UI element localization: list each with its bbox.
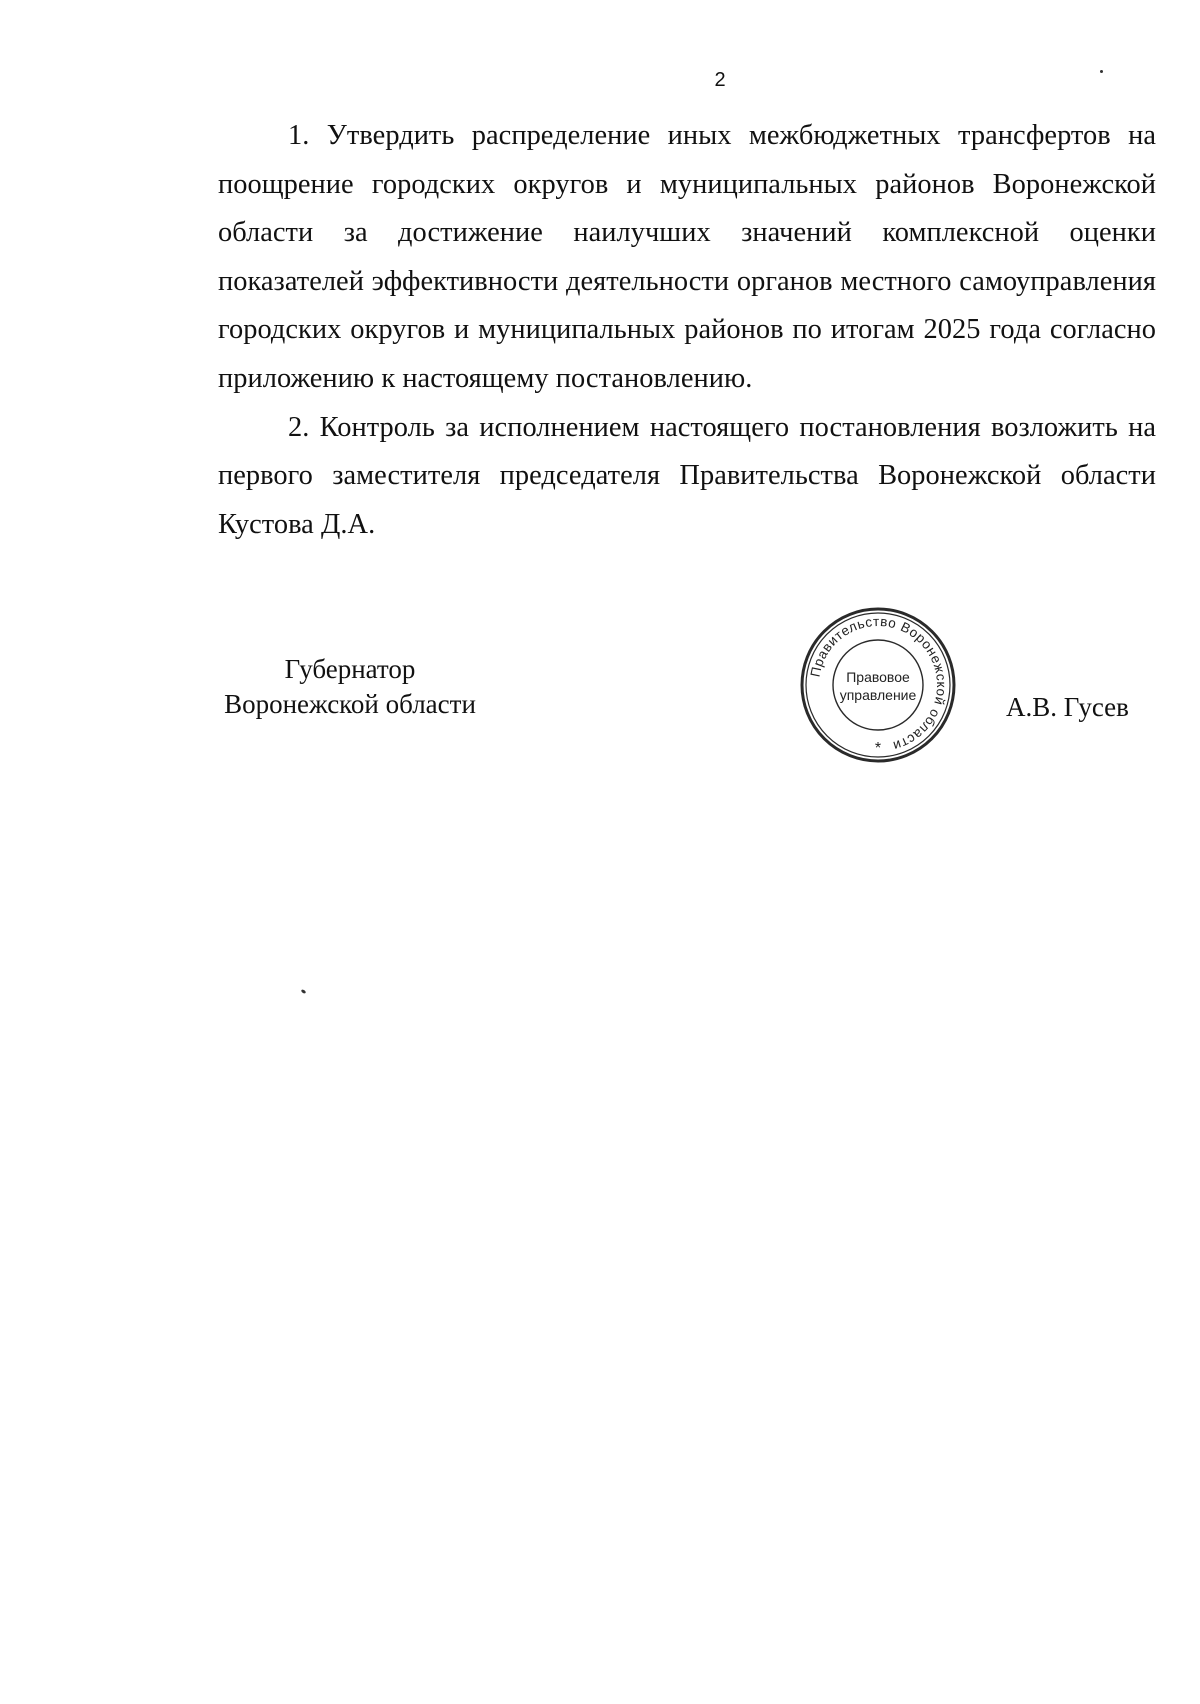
signature-position	[200, 652, 500, 722]
signature-position-line2: Воронежской области	[224, 689, 476, 719]
official-stamp	[798, 605, 958, 765]
signature-position-line1: Губернатор	[284, 654, 416, 684]
page-number: 2	[714, 69, 726, 91]
stamp-star: *	[874, 740, 882, 757]
paragraph-1: 1. Утвердить распределение иных межбюджетных трансфертов на поощрение городских округов и муниципальных районов Воронежской области за достижение наилучших значений комплексной оценки показателей эффективности деятельности органов местного самоуправления городских округов и муниципальных районов по итогам 2025 года согласно приложению к настоящему постановлению.	[218, 120, 1156, 394]
stamp-inner-line2: управление	[839, 687, 917, 703]
stamp-outer-text: Правительство Воронежской области	[807, 613, 950, 754]
scan-speck	[301, 989, 307, 994]
paragraph-2: 2. Контроль за исполнением настоящего постановления возложить на первого заместителя председателя Правительства Воронежской области Кустова Д.А.	[218, 411, 1156, 540]
scan-speck	[1100, 70, 1103, 73]
signature-name: А.В. Гусев	[1006, 692, 1129, 722]
document-body	[218, 112, 1156, 549]
stamp-inner-line1: Правовое	[846, 669, 910, 685]
